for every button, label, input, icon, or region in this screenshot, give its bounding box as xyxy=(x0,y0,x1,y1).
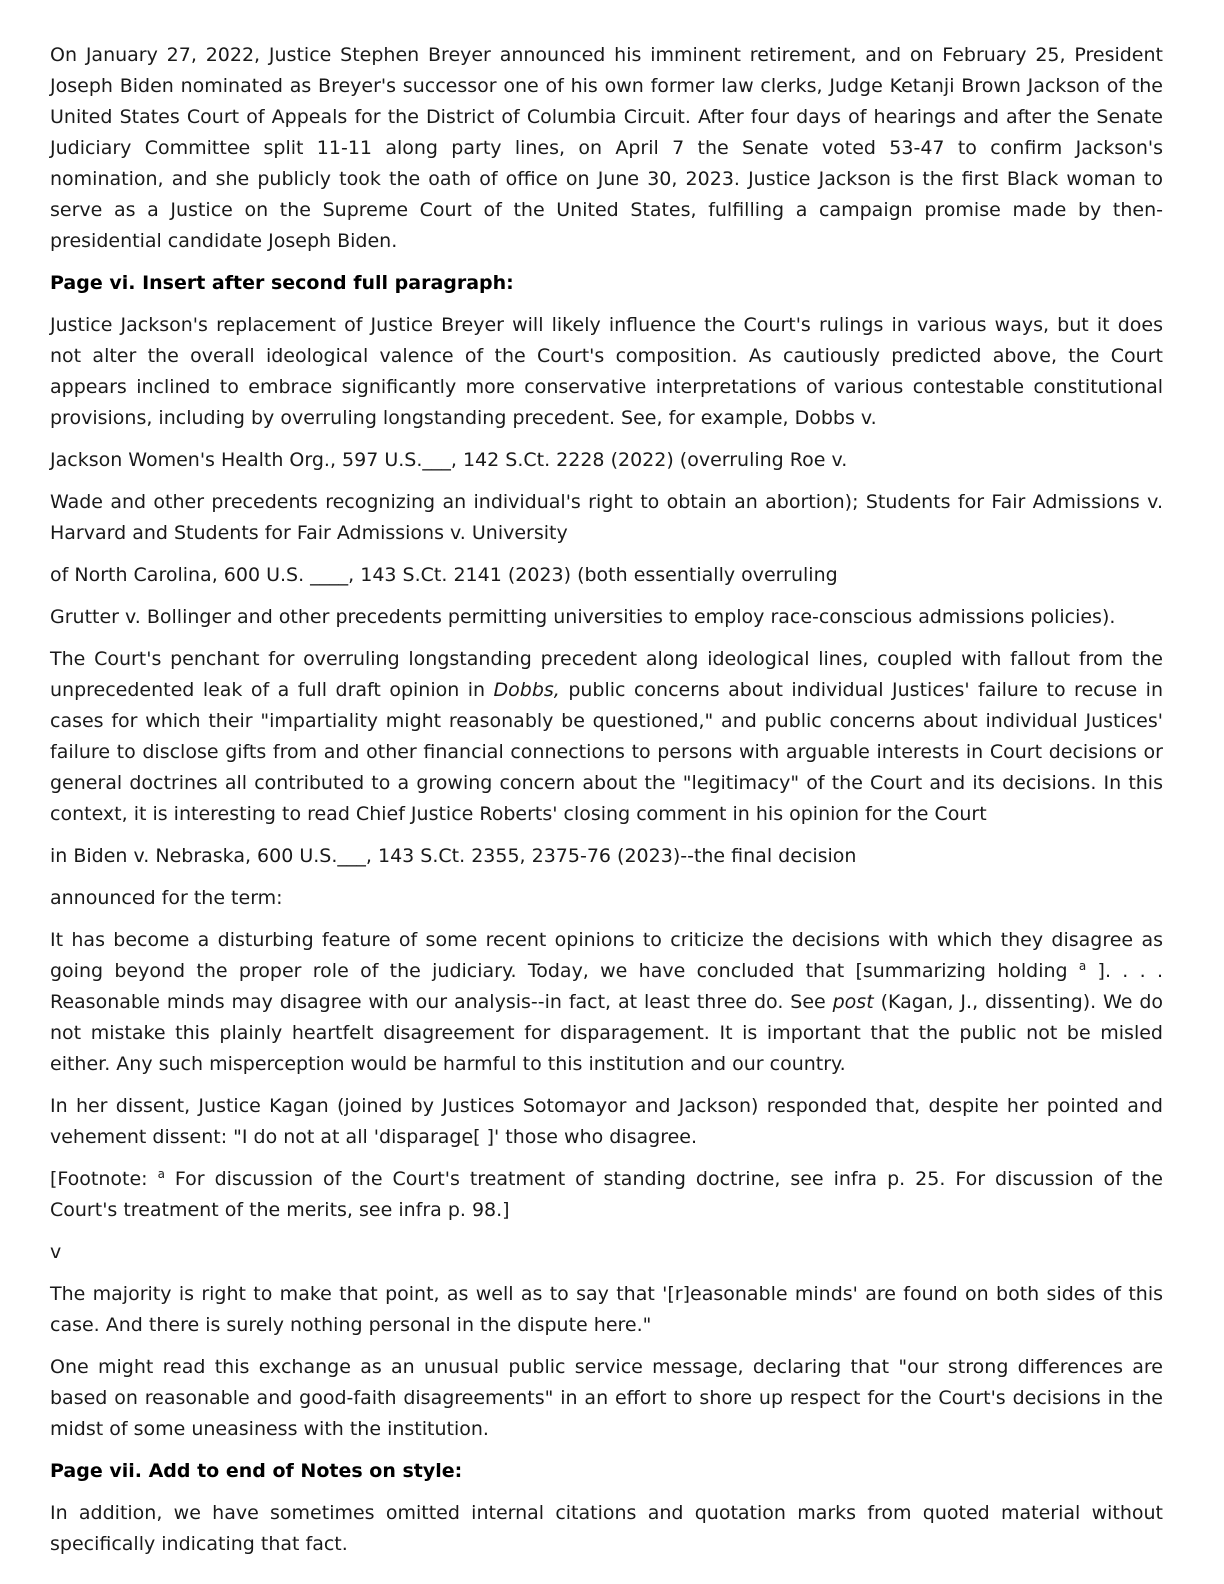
text-run: ]. . . . Reasonable minds may disagree with our analysis--in fact, at least three do. See xyxy=(50,960,1163,1013)
section-heading-page-vi: Page vi. Insert after second full paragraph: xyxy=(50,272,514,294)
paragraph-breyer-retirement: On January 27, 2022, Justice Stephen Breyer announced his imminent retirement, and on February 25, President Joseph Biden nominated as Breyer's successor one of his own former law clerks, Judge Ketanji Brown Jackson of the United States Court of Appeals for the District of Columbia Circuit. After four days of hearings and after the Senate Judiciary Committee split 11-11 along party lines, on April 7 the Senate voted 53-47 to confirm Jackson's nomination, and she publicly took the oath of office on June 30, 2023. Justice Jackson is the first Black woman to serve as a Justice on the Supreme Court of the United States, fulfilling a campaign promise made by then-presidential candidate Joseph Biden. xyxy=(50,44,1163,252)
paragraph-public-service-message: One might read this exchange as an unusual public service message, declaring that "our strong differences are based on reasonable and good-faith disagreements" in an effort to shore up respect for the Court's decisions in the midst of some uneasiness with the institution. xyxy=(50,1356,1163,1440)
document-page xyxy=(50,40,1163,1571)
section-heading-page-vii: Page vii. Add to end of Notes on style: xyxy=(50,1460,463,1482)
quotation-roberts xyxy=(50,925,1163,1080)
paragraph-legitimacy-concern xyxy=(50,644,1163,830)
footnote-marker: a xyxy=(157,1167,165,1181)
text-run: It has become a disturbing feature of some recent opinions to criticize the decisions with which they disagree as going beyond the proper role of the judiciary. Today, we have concluded that [summarizing holding xyxy=(50,929,1163,982)
paragraph-jackson-replacement: Justice Jackson's replacement of Justice Breyer will likely influence the Court's rulings in various ways, but it does not alter the overall ideological valence of the Court's composition. As cautiously predicted above, the Court appears inclined to embrace significantly more conservative interpretations of various contestable constitutional provisions, including by overruling longstanding precedent. See, for example, Dobbs v. xyxy=(50,314,1163,429)
text-run: (Kagan, J., dissenting). We do not mistake this plainly heartfelt disagreement for disparagement. It is important that the public not be misled either. Any such misperception would be harmful to this institution and our country. xyxy=(50,991,1163,1075)
paragraph-kagan-dissent: In her dissent, Justice Kagan (joined by Justices Sotomayor and Jackson) responded that, despite her pointed and vehement dissent: "I do not at all 'disparage[ ]' those who disagree. xyxy=(50,1095,1163,1148)
text-run: The Court's penchant for overruling longstanding precedent along ideological lines, coupled with fallout from the unprecedented leak of a full draft opinion in xyxy=(50,648,1163,701)
footnote-marker: a xyxy=(1078,959,1087,973)
text-run: [Footnote: xyxy=(50,1168,158,1190)
italic-post: post xyxy=(832,991,874,1013)
paragraph-biden-nebraska: in Biden v. Nebraska, 600 U.S.___, 143 S.Ct. 2355, 2375-76 (2023)--the final decision xyxy=(50,845,857,867)
paragraph-grutter: Grutter v. Bollinger and other precedents permitting universities to employ race-conscious admissions policies). xyxy=(50,606,1116,628)
paragraph-majority-right: The majority is right to make that point, as well as to say that '[r]easonable minds' are found on both sides of this case. And there is surely nothing personal in the dispute here." xyxy=(50,1283,1163,1336)
page-number: v xyxy=(50,1241,62,1263)
paragraph-unc-citation: of North Carolina, 600 U.S. ____, 143 S.Ct. 2141 (2023) (both essentially overruling xyxy=(50,564,838,586)
case-name-dobbs: Dobbs, xyxy=(493,679,560,701)
text-run: public concerns about individual Justices' failure to recuse in cases for which their "impartiality might reasonably be questioned," and public concerns about individual Justices' failure to disclose gifts from and other financial connections to persons with arguable interests in Court decisions or general doctrines all contributed to a growing concern about the "legitimacy" of the Court and its decisions. In this context, it is interesting to read Chief Justice Roberts' closing comment in his opinion for the Court xyxy=(50,679,1163,825)
paragraph-notes-on-style: In addition, we have sometimes omitted internal citations and quotation marks from quoted material without specifically indicating that fact. xyxy=(50,1502,1163,1555)
paragraph-announced-term: announced for the term: xyxy=(50,887,283,909)
footnote-a xyxy=(50,1164,1163,1226)
text-run: For discussion of the Court's treatment of standing doctrine, see infra p. 25. For discussion of the Court's treatment of the merits, see infra p. 98.] xyxy=(50,1168,1163,1221)
paragraph-roe-wade: Wade and other precedents recognizing an individual's right to obtain an abortion); Students for Fair Admissions v. Harvard and Students for Fair Admissions v. University xyxy=(50,491,1163,544)
paragraph-dobbs-citation: Jackson Women's Health Org., 597 U.S.___, 142 S.Ct. 2228 (2022) (overruling Roe v. xyxy=(50,449,848,471)
